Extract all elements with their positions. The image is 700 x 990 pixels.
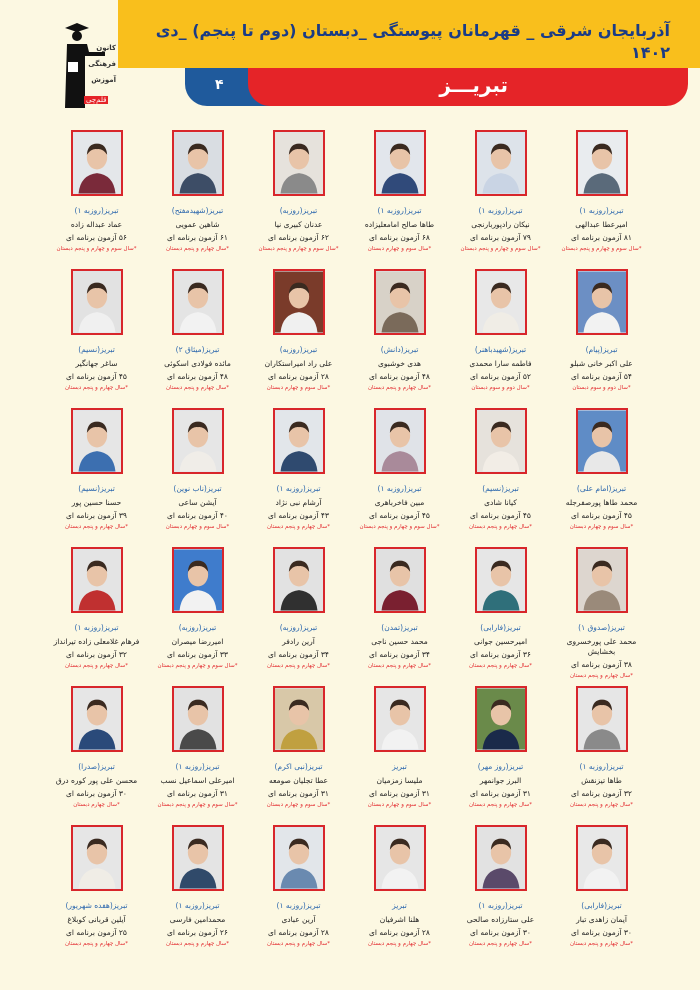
student-card: [551, 130, 652, 269]
student-school: تبریز(روزبه ۱): [276, 484, 321, 493]
student-portrait-icon: [174, 827, 222, 889]
student-school: تبریز: [392, 762, 407, 771]
exam-count: ۳۶ آزمون برنامه ای: [470, 650, 531, 659]
student-name: مبین فاخرباهری: [374, 498, 425, 507]
student-name: محمد حسین ناجی: [371, 637, 428, 646]
grade-range: *سال چهارم و پنجم دبستان: [469, 941, 533, 947]
student-name: محسن علی پور کوره درق: [55, 776, 138, 785]
exam-count: ۳۸ آزمون برنامه ای: [571, 660, 632, 669]
student-name: طاها تیزنقش: [581, 776, 622, 785]
student-name: امیرحسین جوانی: [473, 637, 528, 646]
student-name: علی ستارزاده صالحی: [466, 915, 535, 924]
student-school: تبریز(صدوق ۱): [578, 623, 625, 632]
student-photo: [172, 825, 224, 891]
exam-count: ۲۸ آزمون برنامه ای: [369, 928, 430, 937]
student-photo: [273, 686, 325, 752]
grade-range: *سال چهارم و پنجم دبستان: [267, 941, 331, 947]
page-title: آذربایجان شرقی _ قهرمانان پیوستگی _دبستان (دوم تا پنجم) _دی ۱۴۰۲: [155, 21, 670, 62]
student-school: تبریز(روزبه ۱): [579, 206, 624, 215]
student-card: [450, 547, 551, 686]
student-name: محمد علی پورخسروی بخشایش: [566, 637, 637, 656]
student-photo: [475, 547, 527, 613]
student-name: امیرعطا عبدالهی: [575, 220, 628, 229]
student-card: [46, 408, 147, 547]
grade-range: *سال دوم و سوم دبستان: [572, 385, 631, 391]
student-portrait-icon: [376, 688, 424, 750]
grade-range: *سال چهارم دبستان: [73, 802, 120, 808]
student-card: [147, 269, 248, 408]
student-photo: [576, 408, 628, 474]
student-school: تبریز(فارابی): [581, 901, 622, 910]
exam-count: ۳۱ آزمون برنامه ای: [268, 789, 329, 798]
student-card: [46, 269, 147, 408]
student-portrait-icon: [376, 132, 424, 194]
student-card: [147, 130, 248, 269]
student-portrait-icon: [376, 410, 424, 472]
student-school: تبریز(میثاق ۲): [175, 345, 220, 354]
logo-line: کانون: [96, 44, 116, 52]
exam-count: ۵۴ آزمون برنامه ای: [571, 372, 632, 381]
student-portrait-icon: [578, 688, 626, 750]
logo-line: فرهنگی: [88, 60, 116, 68]
student-portrait-icon: [73, 549, 121, 611]
student-portrait-icon: [174, 688, 222, 750]
student-photo: [172, 686, 224, 752]
student-card: [551, 269, 652, 408]
student-portrait-icon: [578, 271, 626, 333]
student-card: [248, 408, 349, 547]
exam-count: ۷۹ آزمون برنامه ای: [470, 233, 531, 242]
student-portrait-icon: [275, 410, 323, 472]
student-card: [349, 547, 450, 686]
student-photo: [576, 547, 628, 613]
student-portrait-icon: [73, 688, 121, 750]
student-name: طاها صالح امامعلیزاده: [364, 220, 435, 229]
student-name: ساغر جهانگیر: [75, 359, 118, 368]
student-school: تبریز(روزبه): [279, 345, 318, 354]
student-name: محمدامین فارسی: [169, 915, 226, 924]
student-photo: [172, 130, 224, 196]
student-portrait-icon: [578, 827, 626, 889]
exam-count: ۳۱ آزمون برنامه ای: [369, 789, 430, 798]
student-photo: [374, 547, 426, 613]
city-name: تبریـــز: [439, 73, 508, 97]
student-school: تبریز(روزبه ۱): [276, 901, 321, 910]
student-photo: [475, 686, 527, 752]
student-school: تبریز(نسیم): [482, 484, 519, 493]
student-card: [248, 825, 349, 964]
student-name: هدی خوشبوی: [378, 359, 421, 368]
student-photo: [71, 130, 123, 196]
student-portrait-icon: [73, 271, 121, 333]
student-card: [450, 825, 551, 964]
student-name: آرین رادفر: [282, 637, 315, 646]
student-school: تبریز(فارابی): [480, 623, 521, 632]
student-photo: [273, 825, 325, 891]
student-card: [450, 408, 551, 547]
student-portrait-icon: [376, 271, 424, 333]
student-school: تبریز(روز مهر): [477, 762, 524, 771]
grade-range: *سال چهارم و پنجم دبستان: [570, 673, 634, 679]
exam-count: ۳۱ آزمون برنامه ای: [167, 789, 228, 798]
student-school: تبریز(صدرا): [78, 762, 115, 771]
student-portrait-icon: [73, 132, 121, 194]
student-school: تبریز(پیام): [585, 345, 618, 354]
student-name: البرز جوانمهر: [479, 776, 522, 785]
grade-range: *سال چهارم و پنجم دبستان: [368, 941, 432, 947]
student-portrait-icon: [578, 549, 626, 611]
student-card: [46, 547, 147, 686]
student-card: [46, 825, 147, 964]
exam-count: ۲۶ آزمون برنامه ای: [167, 928, 228, 937]
grade-range: *سال سوم و چهارم و پنجم دبستان: [359, 524, 440, 530]
grade-range: *سال چهارم و پنجم دبستان: [368, 663, 432, 669]
student-school: تبریز(روزبه ۱): [377, 206, 422, 215]
grade-range: *سال سوم و چهارم دبستان: [266, 385, 331, 391]
student-name: فاطمه سارا محمدی: [469, 359, 532, 368]
exam-count: ۴۵ آزمون برنامه ای: [470, 511, 531, 520]
grade-range: *سال سوم و چهارم و پنجم دبستان: [157, 802, 238, 808]
student-portrait-icon: [275, 827, 323, 889]
grade-range: *سال چهارم و پنجم دبستان: [368, 385, 432, 391]
grade-range: *سال دوم و سوم دبستان: [471, 385, 530, 391]
student-photo: [576, 130, 628, 196]
grade-range: *سال چهارم و پنجم دبستان: [166, 385, 230, 391]
student-photo: [475, 130, 527, 196]
student-portrait-icon: [578, 410, 626, 472]
student-card: [349, 686, 450, 825]
student-portrait-icon: [174, 549, 222, 611]
student-school: تبریز(امام علی): [576, 484, 627, 493]
student-portrait-icon: [376, 827, 424, 889]
exam-count: ۳۹ آزمون برنامه ای: [66, 511, 127, 520]
student-school: تبریز(روزبه): [279, 623, 318, 632]
student-photo: [273, 408, 325, 474]
student-photo: [576, 825, 628, 891]
student-card: [450, 130, 551, 269]
student-portrait-icon: [578, 132, 626, 194]
grade-range: *سال چهارم و پنجم دبستان: [65, 524, 129, 530]
student-photo: [576, 269, 628, 335]
student-school: تبریز(نسیم): [78, 345, 115, 354]
header-banner: [118, 0, 700, 68]
grade-range: *سال چهارم و پنجم دبستان: [65, 941, 129, 947]
student-portrait-icon: [477, 827, 525, 889]
student-school: تبریز(نسیم): [78, 484, 115, 493]
student-card: [248, 547, 349, 686]
student-portrait-icon: [73, 827, 121, 889]
student-photo: [374, 825, 426, 891]
student-card: [147, 408, 248, 547]
exam-count: ۴۸ آزمون برنامه ای: [167, 372, 228, 381]
exam-count: ۳۴ آزمون برنامه ای: [369, 650, 430, 659]
student-portrait-icon: [477, 688, 525, 750]
student-photo: [374, 686, 426, 752]
exam-count: ۳۲ آزمون برنامه ای: [66, 650, 127, 659]
student-school: تبریز(هفده شهریور): [65, 901, 128, 910]
exam-count: ۳۴ آزمون برنامه ای: [268, 650, 329, 659]
student-portrait-icon: [174, 132, 222, 194]
logo-badge: قلم‌چی: [86, 96, 107, 104]
student-card: [551, 547, 652, 686]
grade-range: *سال چهارم و پنجم دبستان: [166, 941, 230, 947]
student-portrait-icon: [477, 549, 525, 611]
student-school: تبریز: [392, 901, 407, 910]
student-school: تبریز(شهیدباهنر): [474, 345, 527, 354]
student-card: [147, 686, 248, 825]
student-card: [248, 130, 349, 269]
student-photo: [172, 269, 224, 335]
exam-count: ۴۰ آزمون برنامه ای: [167, 511, 228, 520]
student-photo: [576, 686, 628, 752]
exam-count: ۳۰ آزمون برنامه ای: [66, 789, 127, 798]
grade-range: *سال سوم و چهارم دبستان: [569, 524, 634, 530]
grade-range: *سال سوم و چهارم دبستان: [165, 524, 230, 530]
student-school: تبریز(روزبه ۱): [478, 901, 523, 910]
grade-range: *سال سوم و چهارم دبستان: [367, 802, 432, 808]
student-name: امیررضا میصران: [171, 637, 224, 646]
student-photo: [71, 686, 123, 752]
student-portrait-icon: [275, 688, 323, 750]
student-photo: [374, 130, 426, 196]
student-portrait-icon: [275, 549, 323, 611]
student-school: تبریز(روزبه ۱): [478, 206, 523, 215]
exam-count: ۳۰ آزمون برنامه ای: [470, 928, 531, 937]
student-name: نیکان رادپوربارنجی: [471, 220, 530, 229]
student-card: [349, 269, 450, 408]
exam-count: ۸۱ آزمون برنامه ای: [571, 233, 632, 242]
student-name: علی اکبر خانی شبلو: [570, 359, 633, 368]
student-school: تبریز(روزبه ۱): [579, 762, 624, 771]
exam-count: ۲۸ آزمون برنامه ای: [268, 928, 329, 937]
student-card: [450, 269, 551, 408]
student-name: هلنا اشرفیان: [379, 915, 420, 924]
student-school: تبریز(روزبه ۱): [175, 901, 220, 910]
student-card: [551, 686, 652, 825]
student-photo: [172, 547, 224, 613]
student-photo: [374, 408, 426, 474]
student-name: علی راد امیراستکاران: [264, 359, 333, 368]
exam-count: ۲۵ آزمون برنامه ای: [66, 928, 127, 937]
student-name: حسنا حسین پور: [71, 498, 122, 507]
grade-range: *سال چهارم و پنجم دبستان: [469, 802, 533, 808]
grade-range: *سال چهارم و پنجم دبستان: [65, 385, 129, 391]
student-photo: [71, 825, 123, 891]
student-grid: [46, 130, 652, 964]
student-card: [551, 825, 652, 964]
student-name: عماد عبداله زاده: [70, 220, 123, 229]
student-photo: [475, 408, 527, 474]
grade-range: *سال سوم و چهارم و پنجم دبستان: [157, 663, 238, 669]
student-portrait-icon: [376, 549, 424, 611]
student-card: [349, 130, 450, 269]
logo-line: آموزش: [91, 76, 116, 84]
grade-range: *سال سوم و چهارم دبستان: [266, 802, 331, 808]
student-name: شاهین عمویی: [175, 220, 220, 229]
exam-count: ۳۰ آزمون برنامه ای: [571, 928, 632, 937]
grade-range: *سال سوم و چهارم و پنجم دبستان: [460, 246, 541, 252]
student-portrait-icon: [174, 410, 222, 472]
grade-range: *سال سوم و چهارم دبستان: [367, 246, 432, 252]
student-card: [450, 686, 551, 825]
student-photo: [71, 408, 123, 474]
student-card: [147, 825, 248, 964]
student-name: عدنان کبیری نیا: [274, 220, 323, 229]
student-name: فرهام غلامعلی زاده تیرانداز: [53, 637, 140, 646]
student-school: تبریز(روزبه ۱): [175, 762, 220, 771]
student-school: تبریز(دانش): [380, 345, 419, 354]
student-portrait-icon: [275, 271, 323, 333]
student-name: آیشن ساعی: [178, 498, 217, 507]
student-photo: [71, 269, 123, 335]
exam-count: ۴۵ آزمون برنامه ای: [66, 372, 127, 381]
exam-count: ۵۶ آزمون برنامه ای: [66, 233, 127, 242]
student-portrait-icon: [477, 410, 525, 472]
student-photo: [273, 130, 325, 196]
grade-range: *سال چهارم و پنجم دبستان: [65, 663, 129, 669]
student-photo: [475, 825, 527, 891]
exam-count: ۵۲ آزمون برنامه ای: [470, 372, 531, 381]
student-photo: [273, 547, 325, 613]
student-school: تبریز(تمدن): [381, 623, 418, 632]
student-name: آیمان زاهدی تبار: [576, 915, 627, 924]
grade-range: *سال سوم و چهارم و پنجم دبستان: [258, 246, 339, 252]
student-name: آرین عبادی: [281, 915, 316, 924]
grade-range: *سال سوم و چهارم و پنجم دبستان: [561, 246, 642, 252]
student-card: [349, 825, 450, 964]
student-school: تبریز(روزبه ۱): [74, 623, 119, 632]
student-school: تبریز(نبی اکرم): [274, 762, 323, 771]
student-photo: [172, 408, 224, 474]
student-portrait-icon: [477, 271, 525, 333]
student-card: [46, 130, 147, 269]
exam-count: ۶۸ آزمون برنامه ای: [369, 233, 430, 242]
student-card: [349, 408, 450, 547]
student-photo: [475, 269, 527, 335]
student-school: تبریز(روزبه ۱): [74, 206, 119, 215]
page-number: ۴: [215, 77, 224, 93]
exam-count: ۲۸ آزمون برنامه ای: [268, 372, 329, 381]
exam-count: ۴۳ آزمون برنامه ای: [268, 511, 329, 520]
grade-range: *سال چهارم و پنجم دبستان: [469, 663, 533, 669]
student-name: آیلین قربانی کوبلاغ: [67, 915, 126, 924]
student-photo: [71, 547, 123, 613]
student-card: [248, 686, 349, 825]
student-name: امیرعلی اسماعیل نسب: [160, 776, 235, 785]
student-school: تبریز(ناب نوین): [173, 484, 222, 493]
city-banner: [248, 68, 688, 106]
exam-count: ۴۸ آزمون برنامه ای: [369, 372, 430, 381]
grade-range: *سال سوم و چهارم و پنجم دبستان: [56, 246, 137, 252]
grade-range: *سال چهارم و پنجم دبستان: [469, 524, 533, 530]
student-school: تبریز(روزبه): [279, 206, 318, 215]
student-portrait-icon: [73, 410, 121, 472]
student-card: [147, 547, 248, 686]
exam-count: ۴۵ آزمون برنامه ای: [571, 511, 632, 520]
grade-range: *سال چهارم و پنجم دبستان: [570, 802, 634, 808]
grade-range: *سال چهارم و پنجم دبستان: [166, 246, 230, 252]
exam-count: ۴۵ آزمون برنامه ای: [369, 511, 430, 520]
student-name: عطا تجلیان صومعه: [268, 776, 329, 785]
exam-count: ۳۱ آزمون برنامه ای: [470, 789, 531, 798]
student-name: مائده فولادی اسکوئی: [164, 359, 231, 368]
grade-range: *سال چهارم و پنجم دبستان: [570, 941, 634, 947]
student-card: [46, 686, 147, 825]
student-portrait-icon: [174, 271, 222, 333]
student-school: تبریز(روزبه): [178, 623, 217, 632]
grade-range: *سال چهارم و پنجم دبستان: [267, 663, 331, 669]
exam-count: ۳۲ آزمون برنامه ای: [571, 789, 632, 798]
student-photo: [273, 269, 325, 335]
student-card: [551, 408, 652, 547]
student-name: ملیسا زمزمیان: [376, 776, 423, 785]
student-card: [248, 269, 349, 408]
exam-count: ۳۳ آزمون برنامه ای: [167, 650, 228, 659]
student-name: کیانا شادی: [484, 498, 517, 507]
student-portrait-icon: [477, 132, 525, 194]
student-school: تبریز(روزبه ۱): [377, 484, 422, 493]
student-school: تبریز(شهیدمفتح): [171, 206, 224, 215]
student-name: آرشام نبی نژاد: [275, 498, 322, 507]
exam-count: ۶۱ آزمون برنامه ای: [167, 233, 228, 242]
student-photo: [374, 269, 426, 335]
grade-range: *سال چهارم و پنجم دبستان: [267, 524, 331, 530]
student-name: محمد طاها پورصفرجله: [565, 498, 638, 507]
student-portrait-icon: [275, 132, 323, 194]
exam-count: ۶۲ آزمون برنامه ای: [268, 233, 329, 242]
